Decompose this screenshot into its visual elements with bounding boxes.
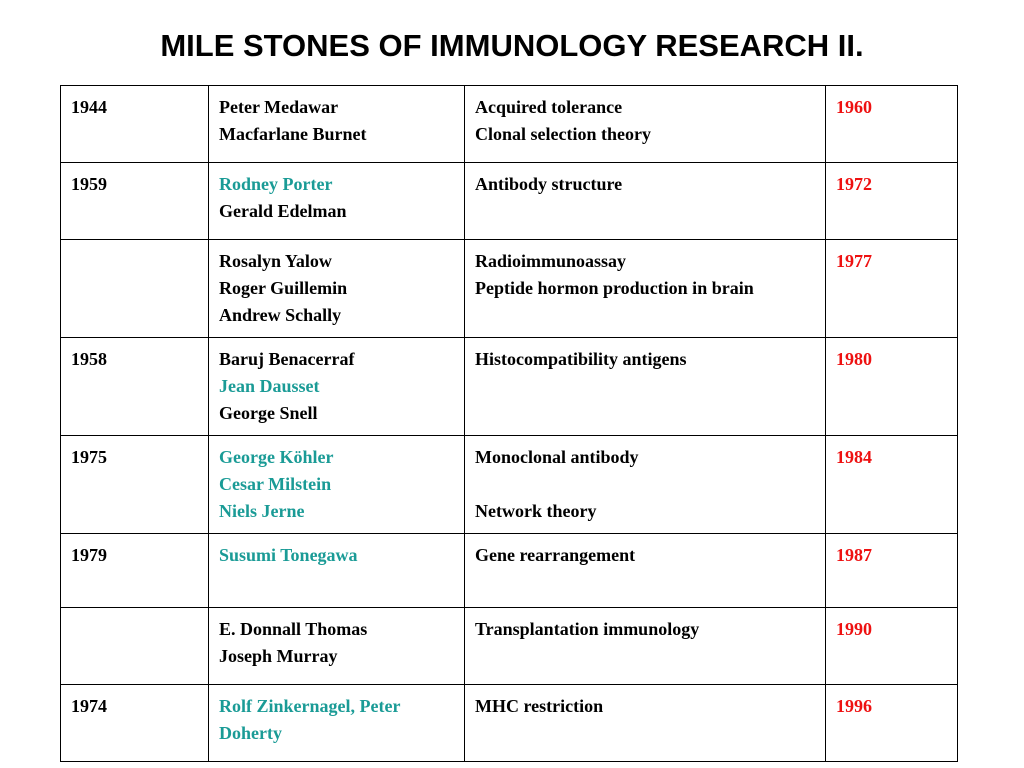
topic-spacer (475, 471, 815, 498)
scientist-name: Rodney Porter (219, 174, 333, 194)
research-topic-cell (465, 163, 826, 240)
scientist-name: Roger Guillemin (219, 278, 348, 298)
discovery-year-cell (61, 608, 209, 685)
research-topic: Histocompatibility antigens (475, 349, 687, 369)
scientists-cell (209, 86, 465, 163)
nobel-prize-year-cell (826, 534, 958, 608)
research-topic: Clonal selection theory (475, 124, 651, 144)
slide-title: MILE STONES OF IMMUNOLOGY RESEARCH II. (160, 28, 864, 63)
discovery-year: 1974 (71, 696, 107, 716)
discovery-year-cell (61, 240, 209, 338)
research-topic-cell (465, 86, 826, 163)
scientists-cell (209, 436, 465, 534)
research-topic-cell (465, 240, 826, 338)
scientist-name: Cesar Milstein (219, 474, 332, 494)
table-row (61, 534, 958, 608)
scientists-cell (209, 685, 465, 762)
nobel-prize-year-cell (826, 240, 958, 338)
nobel-prize-year: 1980 (836, 349, 872, 369)
research-topic: Antibody structure (475, 174, 623, 194)
scientist-name: Niels Jerne (219, 501, 305, 521)
discovery-year-cell (61, 338, 209, 436)
discovery-year-cell (61, 534, 209, 608)
research-topic-cell (465, 608, 826, 685)
table-row (61, 436, 958, 534)
nobel-prize-year-cell (826, 436, 958, 534)
nobel-prize-year-cell (826, 338, 958, 436)
nobel-prize-year-cell (826, 86, 958, 163)
research-topic: Acquired tolerance (475, 97, 623, 117)
nobel-prize-year: 1987 (836, 545, 872, 565)
nobel-prize-year-cell (826, 163, 958, 240)
nobel-prize-year: 1984 (836, 447, 872, 467)
research-topic-cell (465, 436, 826, 534)
nobel-prize-year: 1990 (836, 619, 872, 639)
scientist-name: George Snell (219, 403, 318, 423)
discovery-year-cell (61, 163, 209, 240)
table-row (61, 86, 958, 163)
scientist-name: Baruj Benacerraf (219, 349, 355, 369)
discovery-year-cell (61, 86, 209, 163)
scientist-name: Gerald Edelman (219, 201, 347, 221)
scientists-cell (209, 163, 465, 240)
discovery-year: 1975 (71, 447, 107, 467)
milestones-table (60, 85, 958, 762)
research-topic: Monoclonal antibody (475, 447, 639, 467)
scientist-name: Jean Dausset (219, 376, 320, 396)
nobel-prize-year: 1960 (836, 97, 872, 117)
research-topic: Peptide hormon production in brain (475, 278, 754, 298)
research-topic: Transplantation immunology (475, 619, 700, 639)
research-topic-cell (465, 338, 826, 436)
nobel-prize-year: 1972 (836, 174, 872, 194)
nobel-prize-year-cell (826, 685, 958, 762)
scientist-name: Rolf Zinkernagel, Peter Doherty (219, 696, 401, 743)
nobel-prize-year-cell (826, 608, 958, 685)
table-row (61, 163, 958, 240)
table-row (61, 685, 958, 762)
nobel-prize-year: 1996 (836, 696, 872, 716)
discovery-year-cell (61, 685, 209, 762)
scientist-name: E. Donnall Thomas (219, 619, 368, 639)
scientist-name: Rosalyn Yalow (219, 251, 332, 271)
research-topic: Network theory (475, 501, 597, 521)
scientists-cell (209, 608, 465, 685)
research-topic: Gene rearrangement (475, 545, 636, 565)
research-topic: Radioimmunoassay (475, 251, 627, 271)
research-topic: MHC restriction (475, 696, 604, 716)
scientist-name: Andrew Schally (219, 305, 342, 325)
discovery-year: 1944 (71, 97, 107, 117)
scientists-cell (209, 240, 465, 338)
research-topic-cell (465, 534, 826, 608)
nobel-prize-year: 1977 (836, 251, 872, 271)
discovery-year: 1959 (71, 174, 107, 194)
research-topic-cell (465, 685, 826, 762)
scientist-name: Susumi Tonegawa (219, 545, 358, 565)
discovery-year-cell (61, 436, 209, 534)
scientist-name: Joseph Murray (219, 646, 338, 666)
scientist-name: Peter Medawar (219, 97, 339, 117)
discovery-year: 1979 (71, 545, 107, 565)
discovery-year: 1958 (71, 349, 107, 369)
table-row (61, 338, 958, 436)
scientist-name: George Köhler (219, 447, 334, 467)
scientist-name: Macfarlane Burnet (219, 124, 367, 144)
milestones-table-body (61, 86, 958, 762)
scientists-cell (209, 534, 465, 608)
table-row (61, 240, 958, 338)
table-row (61, 608, 958, 685)
scientists-cell (209, 338, 465, 436)
